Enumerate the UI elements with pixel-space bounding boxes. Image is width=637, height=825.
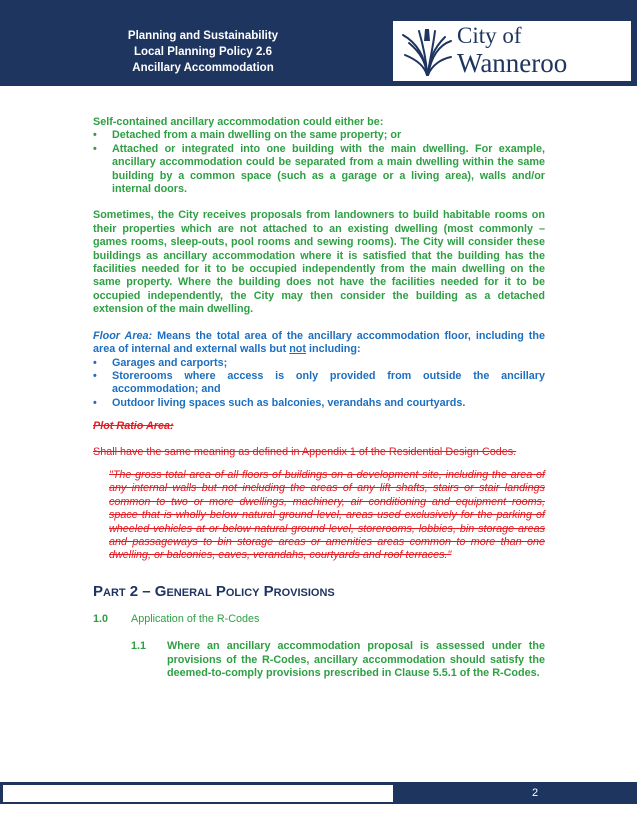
page-number: 2 — [532, 787, 539, 799]
plot-ratio-term: Plot Ratio Area: — [93, 420, 174, 433]
clause-number: 1.1 — [131, 640, 147, 653]
sometimes-paragraph: Sometimes, the City receives proposals from landowners to build habitable rooms on their properties which are not attached to an existing dwelling (most commonly – games rooms, sleep-outs, pool rooms and sewing rooms). The City will consider these buildings as ancillary accommodation where it is satisfied that the building has the facilities needed for it to be occupied independently from the main dwelling on the same property. Where the building does not have the facilities needed for it to be occupied independently, the City may then consider the building as a detached extension of the main dwelling. — [93, 209, 545, 316]
header-title-line: Planning and Sustainability — [127, 30, 279, 42]
clause-text: Where an ancillary accommodation proposal is assessed under the provisions of the R-Codes, ancillary accommodation should satisfy the deemed-to-comply provisions prescribed in Clause 5.5.1 of the R-Codes. — [167, 640, 545, 679]
list-item: • Outdoor living spaces such as balconies, verandahs and courtyards. — [93, 396, 466, 409]
intro-text: Self-contained ancillary accommodation could either be: — [93, 116, 384, 128]
page-header — [0, 0, 637, 86]
header-title — [108, 28, 298, 76]
section-number: 1.0 — [93, 612, 109, 625]
floor-area-term: Floor Area: — [93, 329, 153, 342]
header-title-line: Local Planning Policy 2.6 — [133, 46, 273, 58]
logo-text-wanneroo: Wanneroo — [457, 48, 568, 78]
section-heading — [93, 613, 545, 626]
plot-ratio-quote: "The gross total area of all floors of buildings on a development site, including the area of any internal walls but not including the areas of any lift shafts, stairs or stair landings common to two or more dwellings, machinery, air conditioning and equipment rooms, space that is wholly below natural ground level, areas used exclusively for the parking of wheeled vehicles at or below natural ground level, storerooms, lobbies, bin storage areas and passageways to bin storage areas or amenities areas common to more than one dwelling, or balconies, eaves, verandahs, courtyards and roof terraces." — [109, 468, 545, 562]
footer-white-band — [3, 785, 393, 802]
floor-area-definition: Floor Area: Means the total area of the ancillary accommodation floor, including the area of internal and external walls but not including: — [93, 329, 545, 356]
clause-1-1 — [93, 640, 545, 680]
city-logo — [393, 21, 631, 81]
document-body — [93, 116, 545, 680]
intro-bullet-list — [93, 129, 545, 196]
logo-text-city-of: City of — [457, 23, 522, 48]
list-item: • Storerooms where access is only provided from outside the ancillary accommodation; and — [93, 369, 545, 396]
list-item: • Detached from a main dwelling on the same property; or — [93, 129, 402, 142]
list-item: • Attached or integrated into one building with the main dwelling. For example, ancillary accommodation could be separated from a main dwelling within the same building by a common space (such as a garage or a living area), walls and/or internal doors. — [93, 142, 545, 196]
list-item: • Garages and carports; — [93, 356, 228, 369]
grass-tree-icon — [399, 25, 455, 77]
plot-ratio-definition: Shall have the same meaning as defined in Appendix 1 of the Residential Design Codes. — [93, 445, 517, 458]
section-title: Application of the R-Codes — [131, 612, 260, 625]
part-heading: Part 2 – General Policy Provisions — [93, 582, 335, 600]
floor-area-bullet-list — [93, 357, 545, 411]
header-title-line: Ancillary Accommodation — [132, 62, 274, 74]
